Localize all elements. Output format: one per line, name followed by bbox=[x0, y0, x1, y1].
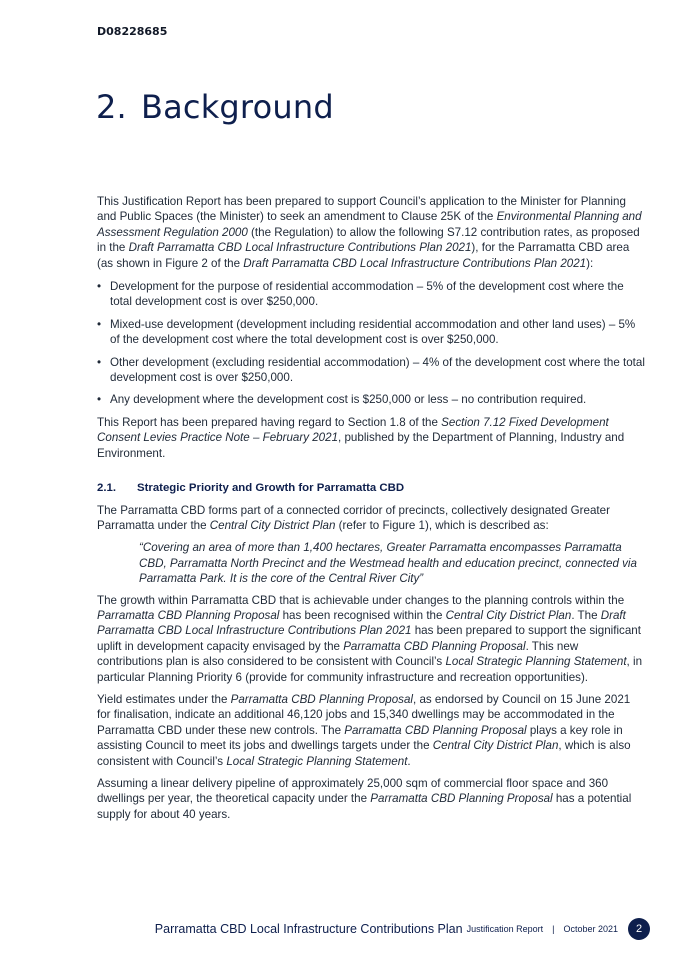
document-id: D08228685 bbox=[97, 25, 168, 38]
growth-paragraph: The growth within Parramatta CBD that is achievable under changes to the planning controls within the Parramatta CBD Planning Proposal has been recognised within the Central City District Plan. The Draft Parramatta CBD Local Infrastructure Contributions Plan 2021 has been prepared to support the significant uplift in development capacity envisaged by the Parramatta CBD Planning Proposal. This new contributions plan is also considered to be consistent with Council’s Local Strategic Planning Statement, in particular Planning Priority 6 (provide for community infrastructure and recreation opportunities). bbox=[97, 593, 643, 684]
plan-quote: “Covering an area of more than 1,400 hectares, Greater Parramatta encompasses Parramatta CBD, Parramatta North Precinct and the Westmead health and education precinct, connected via Parramatta Park. It is the core of the Central River City” bbox=[139, 541, 637, 586]
yield-paragraph: Yield estimates under the Parramatta CBD Planning Proposal, as endorsed by Council on 15 June 2021 for finalisation, indicate an additional 46,120 jobs and 15,340 dwellings may be accommodated in the Parramatta CBD under these new controls. The Parramatta CBD Planning Proposal plays a key role in assisting Council to meet its jobs and dwellings targets under the Central City District Plan, which is also consistent with Council’s Local Strategic Planning Statement. bbox=[97, 692, 631, 768]
list-item: • Mixed-use development (development including residential accommodation and other land uses) – 5% of the development cost where the total development cost is over $250,000. bbox=[97, 317, 636, 347]
subsection-number: 2.1. bbox=[97, 482, 116, 495]
list-item: • Development for the purpose of residential accommodation – 5% of the development cost where the total development cost is over $250,000. bbox=[97, 280, 624, 309]
page-footer bbox=[0, 918, 650, 940]
section-title: Background bbox=[140, 88, 334, 126]
page-title bbox=[96, 88, 334, 126]
subsection-title: Strategic Priority and Growth for Parramatta CBD bbox=[137, 482, 405, 495]
bullet-icon: • bbox=[97, 280, 102, 294]
footer-title: Parramatta CBD Local Infrastructure Contributions Plan bbox=[154, 922, 463, 936]
footer-subtitle: Justification Report bbox=[466, 924, 544, 934]
page-number-badge: 2 bbox=[628, 918, 650, 940]
intro-paragraph: This Justification Report has been prepared to support Council’s application to the Minister for Planning and Public Spaces (the Minister) to seek an amendment to Clause 25K of the Environmental Planning and Assessment Regulation 2000 (the Regulation) to allow the following S7.12 contribution rates, as proposed in the Draft Parramatta CBD Local Infrastructure Contributions Plan 2021), for the Parramatta CBD area (as shown in Figure 2 of the Draft Parramatta CBD Local Infrastructure Contributions Plan 2021): bbox=[97, 195, 642, 270]
footer-separator: | bbox=[552, 924, 555, 934]
report-paragraph: This Report has been prepared having regard to Section 1.8 of the Section 7.12 Fixed Development Consent Levies Practice Note – February 2021, published by the Department of Planning, Industry and Environment. bbox=[97, 415, 625, 460]
bullet-icon: • bbox=[97, 355, 102, 369]
list-item: • Other development (excluding residential accommodation) – 4% of the development cost where the total development cost is over $250,000. bbox=[97, 355, 645, 385]
footer-date: October 2021 bbox=[563, 924, 618, 934]
list-item: • Any development where the development cost is $250,000 or less – no contribution required. bbox=[97, 393, 587, 407]
bullet-icon: • bbox=[97, 393, 102, 407]
capacity-paragraph: Assuming a linear delivery pipeline of approximately 25,000 sqm of commercial floor space and 360 dwellings per year, the theoretical capacity under the Parramatta CBD Planning Proposal has a potential supply for about 40 years. bbox=[97, 777, 632, 821]
greater-parramatta-paragraph: The Parramatta CBD forms part of a connected corridor of precincts, collectively designated Greater Parramatta under the Central City District Plan (refer to Figure 1), which is described as: bbox=[97, 503, 610, 532]
subsection-heading bbox=[97, 481, 645, 496]
body-content bbox=[97, 194, 645, 822]
contribution-rates-list bbox=[97, 279, 645, 408]
section-number: 2. bbox=[96, 88, 127, 126]
bullet-icon: • bbox=[97, 317, 102, 331]
